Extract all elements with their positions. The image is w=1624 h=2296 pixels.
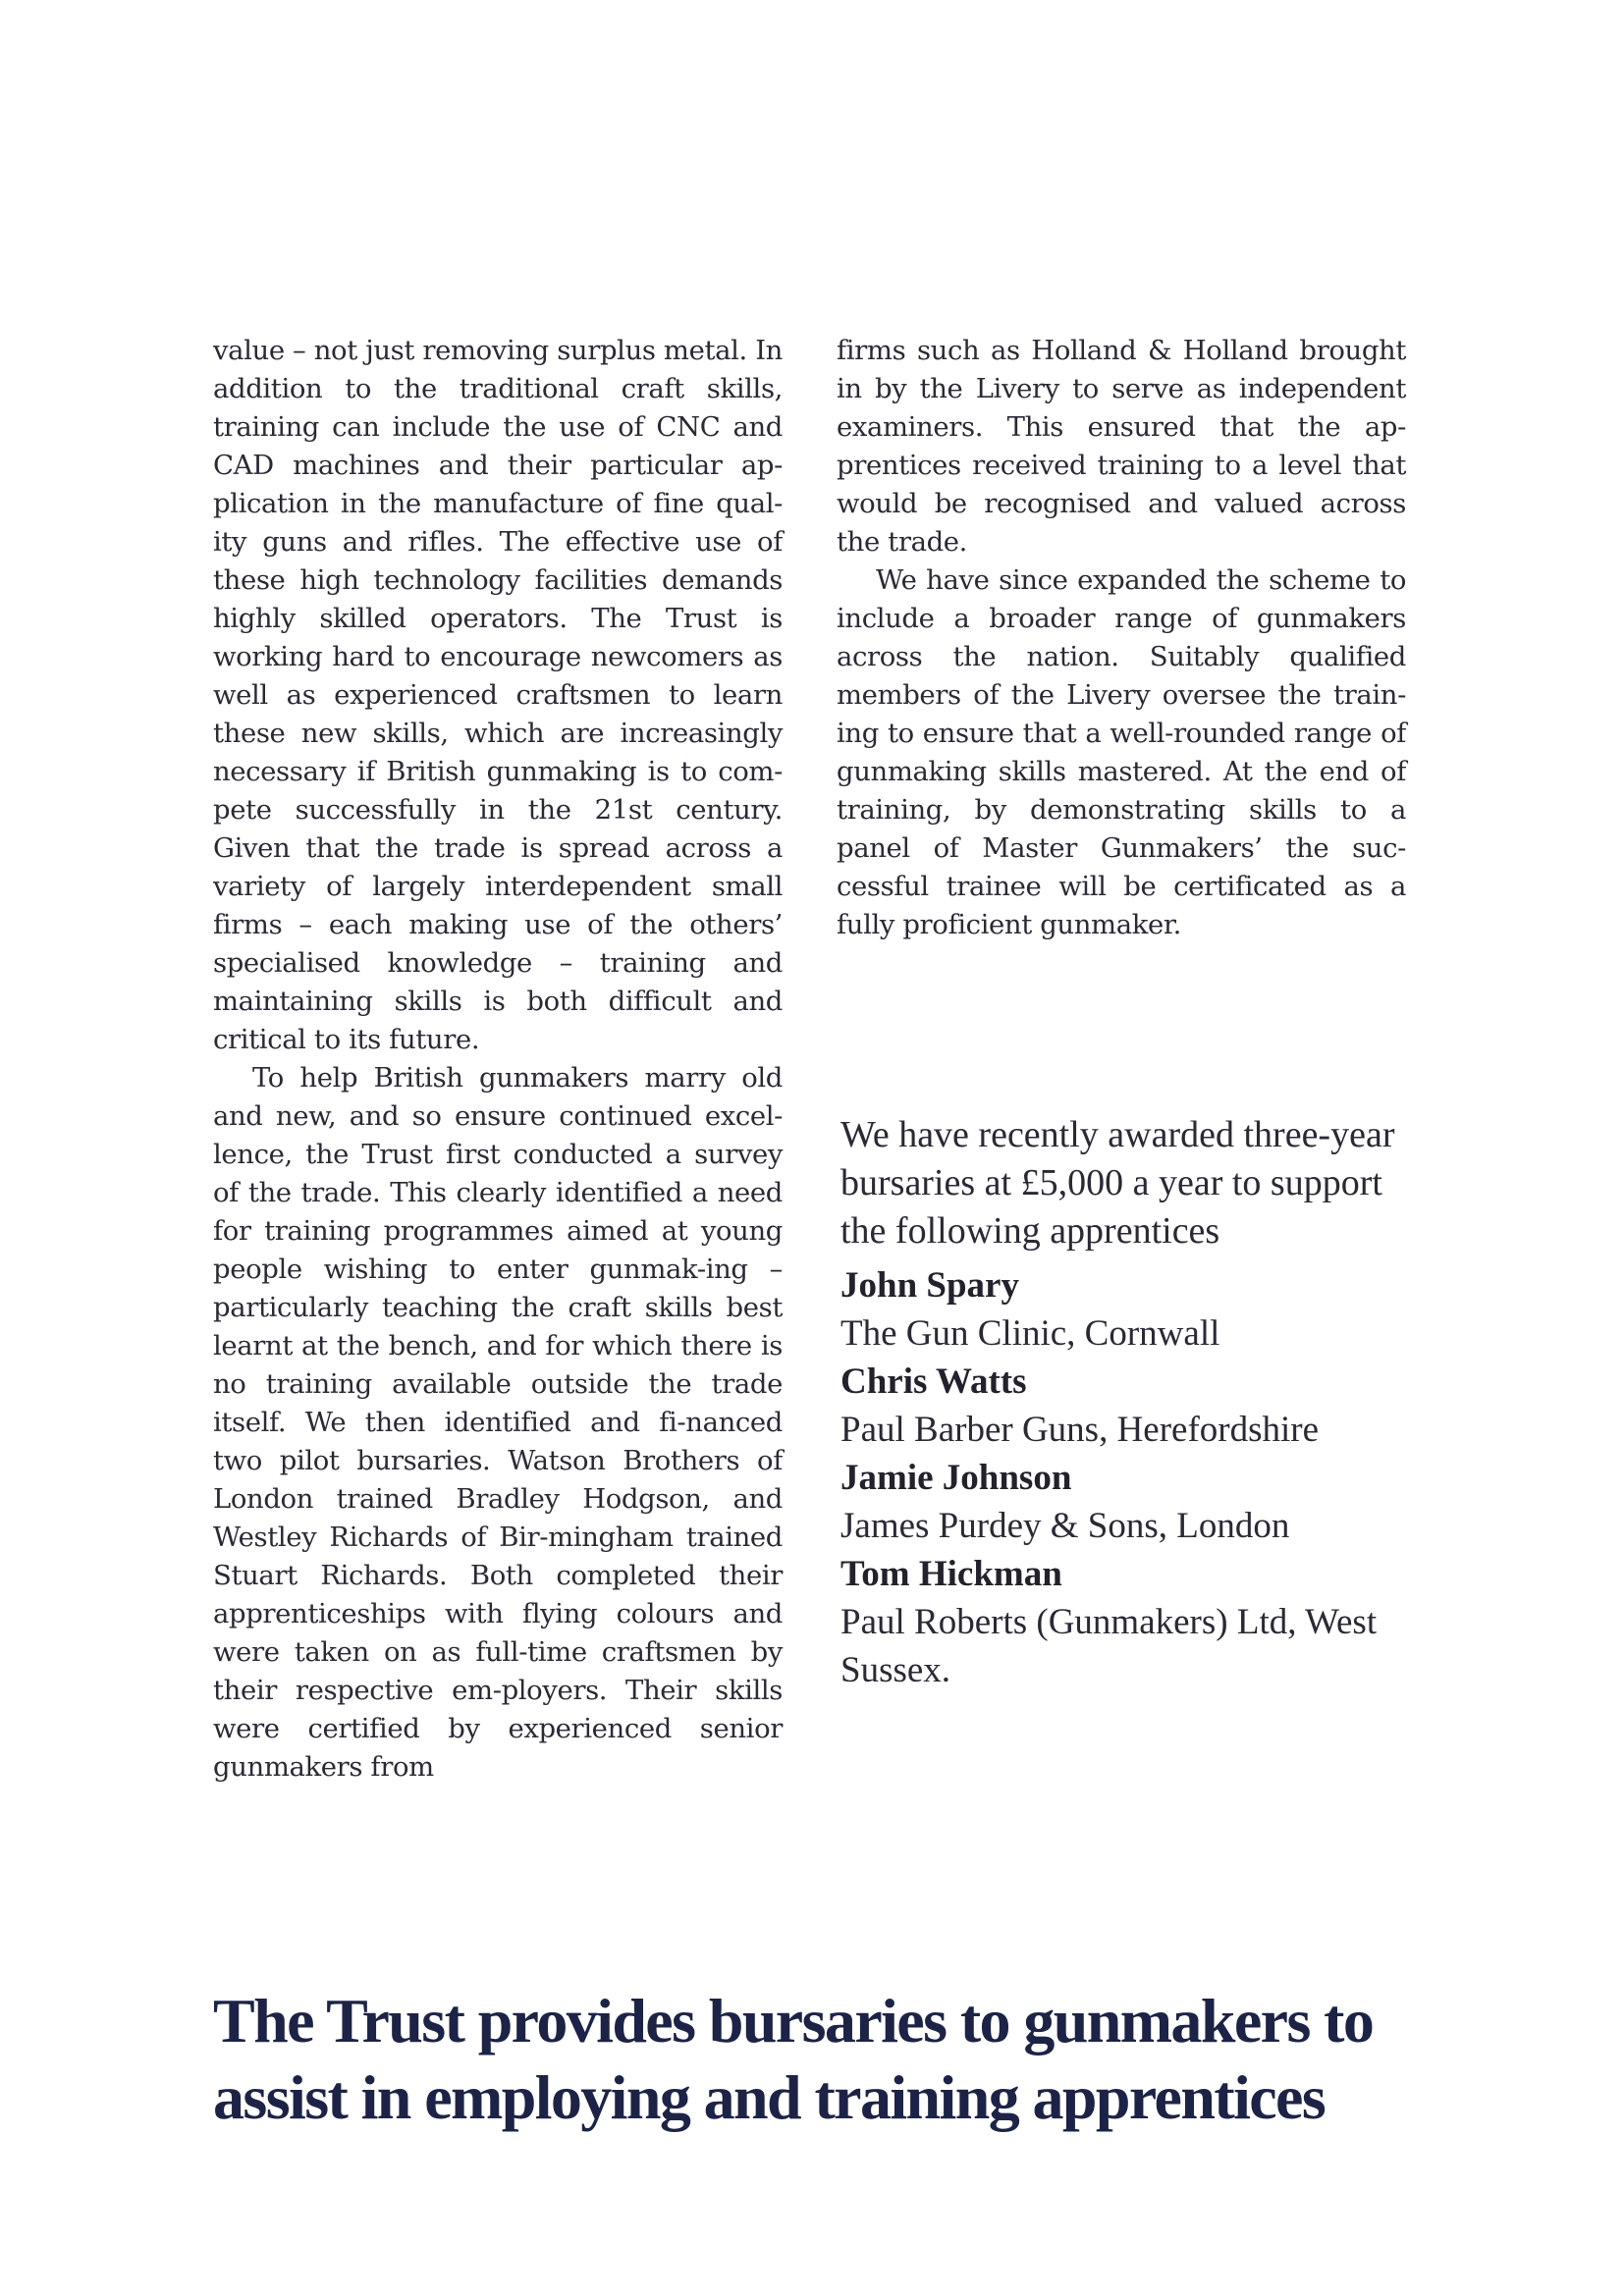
awardee-employer: James Purdey & Sons, London — [840, 1506, 1290, 1546]
awardee-employer: The Gun Clinic, Cornwall — [840, 1313, 1220, 1354]
awardee-name: John Spary — [840, 1265, 1019, 1306]
bursary-awards-box — [840, 1111, 1430, 1694]
awardee-employer: Paul Roberts (Gunmakers) Ltd, West Sussex. — [840, 1602, 1378, 1690]
page-headline: The Trust provides bursaries to gunmakers to assist in employing and training apprentices — [213, 1986, 1374, 2132]
awardee-name: Jamie Johnson — [840, 1458, 1072, 1498]
right-text-column — [837, 332, 1406, 944]
body-paragraph: firms such as Holland & Holland brought in by the Livery to serve as independent examiners. This ensured that the ap-prentices received training to a level that would be recognised and valued across the trade. — [837, 335, 1406, 558]
awardee-name: Tom Hickman — [840, 1554, 1062, 1594]
body-paragraph: To help British gunmakers marry old and new, and so ensure continued excel-lence, the Trust first conducted a survey of the trade. This clearly identified a need for training programmes aimed at young people wishing to enter gunmak-ing – particularly teaching the craft skills best learnt at the bench, and for which there is no training available outside the trade itself. We then identified and fi-nanced two pilot bursaries. Watson Brothers of London trained Bradley Hodgson, and Westley Richards of Bir-mingham trained Stuart Richards. Both completed their apprenticeships with flying colours and were taken on as full-time craftsmen by their respective em-ployers. Their skills were certified by experienced senior gunmakers from — [213, 1062, 783, 1783]
body-paragraph: value – not just removing surplus metal. In addition to the traditional craft skills, training can include the use of CNC and CAD machines and their particular ap-plication in the manufacture of fine qual-ity guns and rifles. The effective use of these high technology facilities demands highly skilled operators. The Trust is working hard to encourage newcomers as well as experienced craftsmen to learn these new skills, which are increasingly necessary if British gunmaking is to com-pete successfully in the 21st century. Given that the trade is spread across a variety of largely interdependent small firms – each making use of the others’ specialised knowledge – training and maintaining skills is both difficult and critical to its future. — [213, 335, 783, 1055]
awardee-employer: Paul Barber Guns, Herefordshire — [840, 1410, 1320, 1450]
body-paragraph: We have since expanded the scheme to include a broader range of gunmakers across the nation. Suitably qualified members of the Livery oversee the train-ing to ensure that a well-rounded range of gunmaking skills mastered. At the end of training, by demonstrating skills to a panel of Master Gunmakers’ the suc-cessful trainee will be certificated as a fully proficient gunmaker. — [837, 564, 1406, 940]
awardee-name: Chris Watts — [840, 1362, 1027, 1402]
bursary-intro: We have recently awarded three-year bursaries at £5,000 a year to support the following apprentices — [840, 1114, 1395, 1252]
left-text-column — [213, 332, 783, 1787]
